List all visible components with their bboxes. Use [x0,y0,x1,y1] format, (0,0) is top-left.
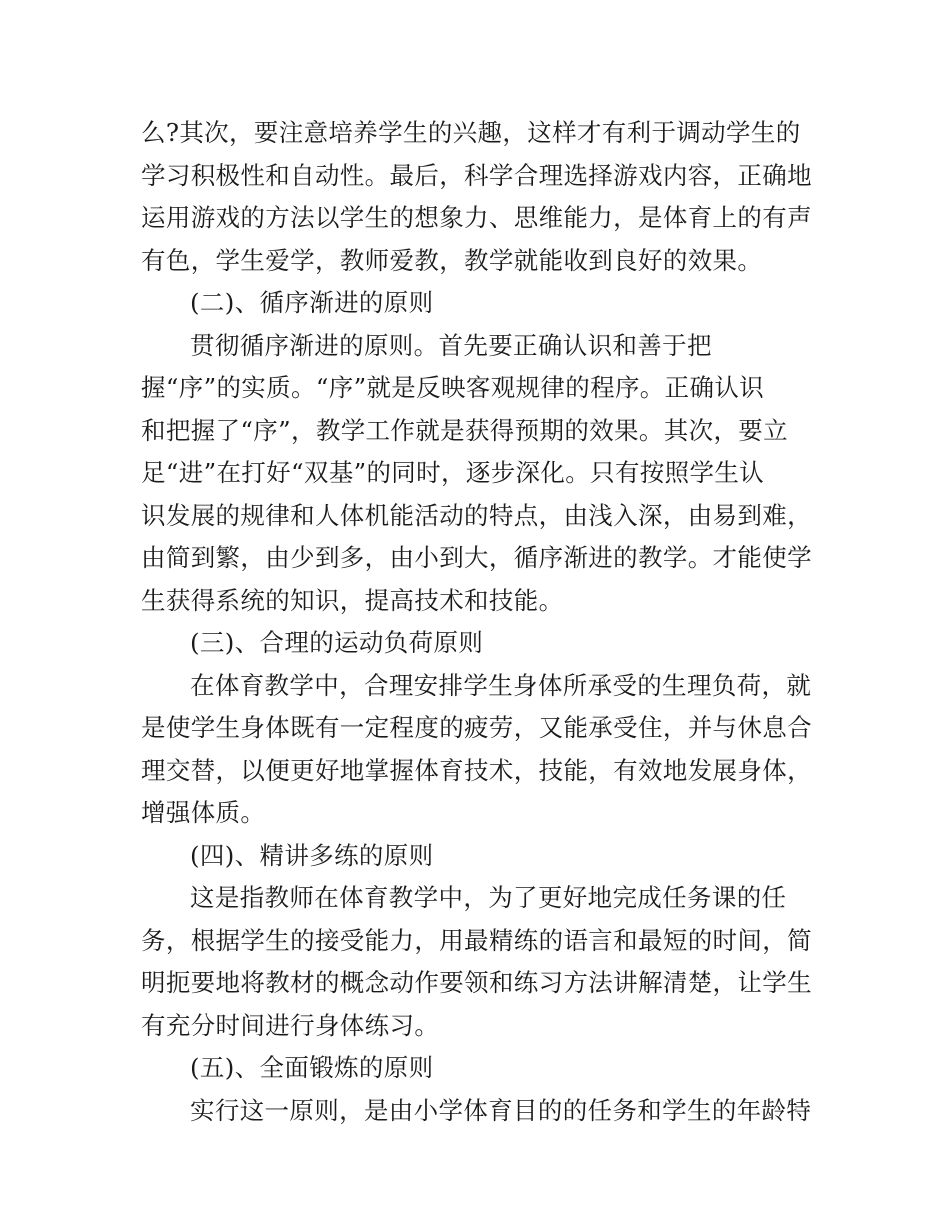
paragraph-first-line: 实行这一原则，是由小学体育目的的任务和学生的年龄特 [190,1095,812,1125]
body-text-line: 握“序”的实质。“序”就是反映客观规律的程序。正确认识 [141,373,765,402]
body-text-line: 有充分时间进行身体练习。 [141,1010,440,1040]
section-heading-3: (三)、合理的运动负荷原则 [190,628,484,657]
section-heading-2: (二)、循序渐进的原则 [190,288,434,317]
body-text-line: 务，根据学生的接受能力，用最精练的语言和最短的时间，简 [141,925,812,955]
paragraph-first-line: 贯彻循序渐进的原则。首先要正确认识和善于把 [190,330,712,360]
body-text-line: 有色，学生爱学，教师爱教，教学就能收到良好的效果。 [141,245,763,275]
body-text-line: 足“进”在打好“双基”的同时，逐步深化。只有按照学生认 [141,458,765,487]
body-text-line: 么?其次，要注意培养学生的兴趣，这样才有利于调动学生的 [141,118,801,147]
body-text-line: 识发展的规律和人体机能活动的特点，由浅入深，由易到难， [141,500,812,530]
body-text-line: 学习积极性和自动性。最后，科学合理选择游戏内容，正确地 [141,160,812,190]
body-text-line: 增强体质。 [141,798,266,827]
section-heading-5: (五)、全面锻炼的原则 [190,1053,434,1082]
paragraph-first-line: 在体育教学中，合理安排学生身体所承受的生理负荷，就 [190,670,812,700]
body-text-line: 由简到繁，由少到多，由小到大，循序渐进的教学。才能使学 [141,543,812,572]
paragraph-first-line: 这是指教师在体育教学中，为了更好地完成任务课的任 [190,883,787,912]
body-text-line: 运用游戏的方法以学生的想象力、思维能力，是体育上的有声 [141,203,812,232]
section-heading-4: (四)、精讲多练的原则 [190,840,434,870]
body-text-line: 是使学生身体既有一定程度的疲劳，又能承受住，并与休息合 [141,713,812,742]
document-page [141,112,813,1132]
body-text-line: 明扼要地将教材的概念动作要领和练习方法讲解清楚，让学生 [141,968,812,997]
body-text-line: 理交替，以便更好地掌握体育技术，技能，有效地发展身体， [141,755,812,785]
body-text-line: 生获得系统的知识，提高技术和技能。 [141,585,564,615]
body-text-line: 和把握了“序”，教学工作就是获得预期的效果。其次，要立 [141,415,788,445]
